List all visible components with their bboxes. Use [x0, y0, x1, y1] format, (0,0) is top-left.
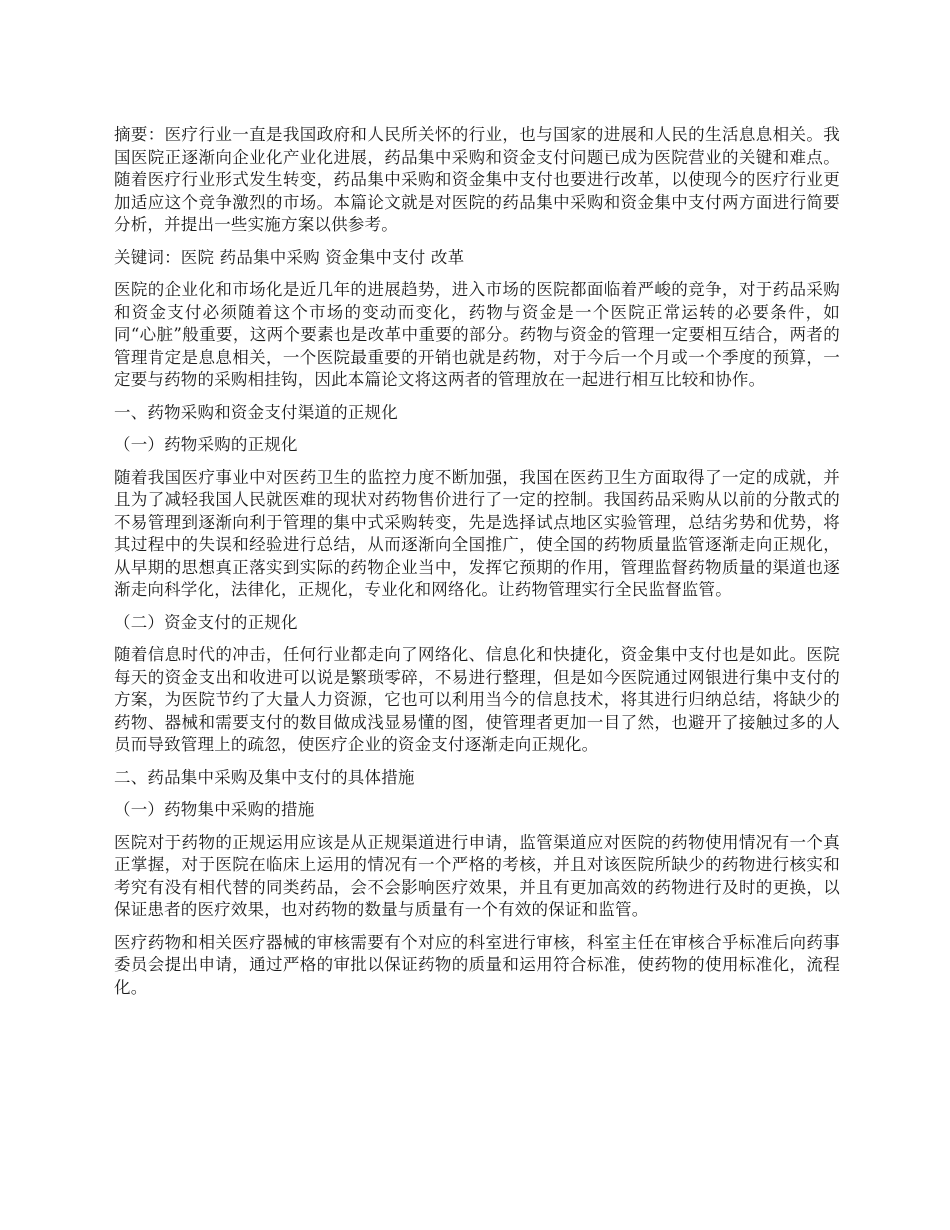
keywords-line: 关键词：医院 药品集中采购 资金集中支付 改革 [114, 247, 465, 267]
section-1-2-paragraph: 随着信息时代的冲击，任何行业都走向了网络化、信息化和快捷化，资金集中支付也是如此。医院每天的资金支出和收进可以说是繁琐零碎，不易进行整理，但是如今医院通过网银进行集中支付的方案，为医院节约了大量人力资源，它也可以利用当今的信息技术，将其进行归纳总结，将缺少的药物、器械和需要支付的数目做成浅显易懂的图，使管理者更加一目了然，也避开了接触过多的人员而导致管理上的疏忽，使医疗企业的资金支付逐渐走向正规化。 [114, 645, 840, 754]
section-2-1-paragraph-2: 医疗药物和相关医疗器械的审核需要有个对应的科室进行审核，科室主任在审核合乎标准后向药事委员会提出申请，通过严格的审批以保证药物的质量和运用符合标准，使药物的使用标准化，流程化。 [114, 932, 840, 997]
document-page [114, 124, 840, 1009]
section-1-heading: 一、药物采购和资金支付渠道的正规化 [114, 402, 398, 422]
section-2-1-paragraph-1: 医院对于药物的正规运用应该是从正规渠道进行申请，监管渠道应对医院的药物使用情况有一个真正掌握，对于医院在临床上运用的情况有一个严格的考核，并且对该医院所缺少的药物进行核实和考究有没有相代替的同类药品，会不会影响医疗效果，并且有更加高效的药物进行及时的更换，以保证患者的医疗效果，也对药物的数量与质量有一个有效的保证和监管。 [114, 832, 840, 919]
section-1-1-paragraph: 随着我国医疗事业中对医药卫生的监控力度不断加强，我国在医药卫生方面取得了一定的成就，并且为了减轻我国人民就医难的现状对药物售价进行了一定的控制。我国药品采购从以前的分散式的不易管理到逐渐向利于管理的集中式采购转变，先是选择试点地区实验管理，总结劣势和优势，将其过程中的失误和经验进行总结，从而逐渐向全国推广，使全国的药物质量监管逐渐走向正规化，从早期的思想真正落实到实际的药物企业当中，发挥它预期的作用，管理监督药物质量的渠道也逐渐走向科学化，法律化，正规化，专业化和网络化。让药物管理实行全民监督监管。 [114, 467, 840, 599]
intro-paragraph: 医院的企业化和市场化是近几年的进展趋势，进入市场的医院都面临着严峻的竞争，对于药品采购和资金支付必须随着这个市场的变动而变化，药物与资金是一个医院正常运转的必要条件，如同“心脏”般重要，这两个要素也是改革中重要的部分。药物与资金的管理一定要相互结合，两者的管理肯定是息息相关，一个医院最重要的开销也就是药物，对于今后一个月或一个季度的预算，一定要与药物的采购相挂钩，因此本篇论文将这两者的管理放在一起进行相互比较和协作。 [114, 280, 840, 389]
section-1-1-heading: （一）药物采购的正规化 [114, 435, 298, 454]
section-2-1-heading: （一）药物集中采购的措施 [114, 800, 315, 819]
section-2-heading: 二、药品集中采购及集中支付的具体措施 [114, 767, 415, 787]
abstract-paragraph: 摘要：医疗行业一直是我国政府和人民所关怀的行业，也与国家的进展和人民的生活息息相关。我国医院正逐渐向企业化产业化进展，药品集中采购和资金支付问题已成为医院营业的关键和难点。随着医疗行业形式发生转变，药品集中采购和资金集中支付也要进行改革，以使现今的医疗行业更加适应这个竞争激烈的市场。本篇论文就是对医院的药品集中采购和资金集中支付两方面进行简要分析，并提出一些实施方案以供参考。 [114, 125, 840, 234]
section-1-2-heading: （二）资金支付的正规化 [114, 612, 298, 632]
